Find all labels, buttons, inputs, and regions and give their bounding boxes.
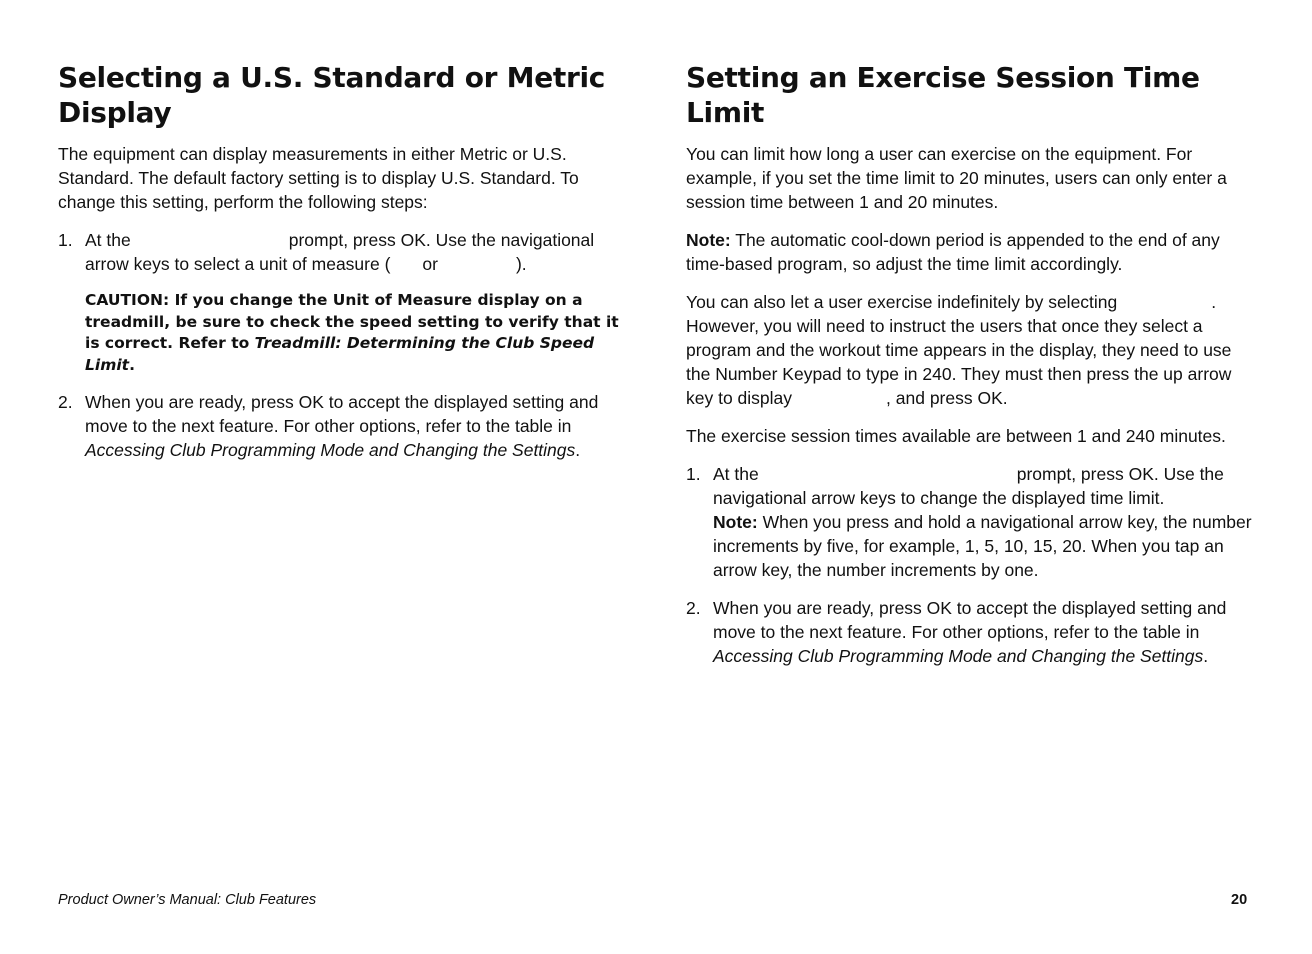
time-step-1: 1. At the prompt, press OK. Use the navigational arrow keys to change the displayed time limit. Note: When you press and hold a navigational arrow key, the number increments by five, for example, 1, 5, 10, 15, 20. When you tap an arrow key, the number increments by one. bbox=[686, 462, 1256, 582]
right-column bbox=[686, 60, 1256, 682]
increment-note: Note: When you press and hold a navigational arrow key, the number increments by five, for example, 1, 5, 10, 15, 20. When you tap an arrow key, the number increments by one. bbox=[713, 512, 1252, 580]
time-step-2: 2. When you are ready, press OK to accept the displayed setting and move to the next feature. For other options, refer to the table in Accessing Club Programming Mode and Changing the Settings. bbox=[686, 598, 1227, 666]
cross-reference: Accessing Club Programming Mode and Changing the Settings bbox=[85, 440, 576, 460]
units-step-1: 1. At the prompt, press OK. Use the navigational arrow keys to select a unit of measure ( or ). bbox=[58, 230, 595, 274]
step-number: 2. bbox=[686, 598, 701, 618]
indefinite-paragraph: You can also let a user exercise indefinitely by selecting . However, you will need to instruct the users that once they select a program and the workout time appears in the display, they need to use the Number Keypad to type in 240. They must then press the up arrow key to display , and press OK. bbox=[686, 292, 1232, 408]
caution-note: CAUTION: If you change the Unit of Measure display on a treadmill, be sure to check the speed setting to verify that it is correct. Refer to Treadmill: Determining the Club Speed Limit. bbox=[85, 291, 619, 374]
caution-reference: Treadmill: Determining the Club Speed Limit bbox=[85, 334, 595, 374]
step-number: 2. bbox=[58, 392, 73, 412]
cross-reference: Accessing Club Programming Mode and Changing the Settings bbox=[713, 646, 1204, 666]
section-title-time-limit: Setting an Exercise Session Time Limit bbox=[686, 61, 1200, 129]
units-intro: The equipment can display measurements in either Metric or U.S. Standard. The default factory setting is to display U.S. Standard. To change this setting, perform the following steps: bbox=[58, 144, 579, 212]
section-title-units: Selecting a U.S. Standard or Metric Display bbox=[58, 61, 606, 129]
left-column bbox=[58, 60, 628, 476]
page-number: 20 bbox=[1231, 892, 1248, 908]
units-step-2: 2. When you are ready, press OK to accept the displayed setting and move to the next feature. For other options, refer to the table in Accessing Club Programming Mode and Changing the Settings. bbox=[58, 392, 599, 460]
time-limit-intro: You can limit how long a user can exercise on the equipment. For example, if you set the time limit to 20 minutes, users can only enter a session time between 1 and 20 minutes. bbox=[686, 144, 1227, 212]
footer-title: Product Owner’s Manual: Club Features bbox=[58, 892, 317, 908]
step-number: 1. bbox=[686, 464, 701, 484]
step-number: 1. bbox=[58, 230, 73, 250]
cooldown-note: Note: The automatic cool-down period is appended to the end of any time-based program, so adjust the time limit accordingly. bbox=[686, 230, 1220, 274]
session-range-paragraph: The exercise session times available are between 1 and 240 minutes. bbox=[686, 426, 1226, 446]
